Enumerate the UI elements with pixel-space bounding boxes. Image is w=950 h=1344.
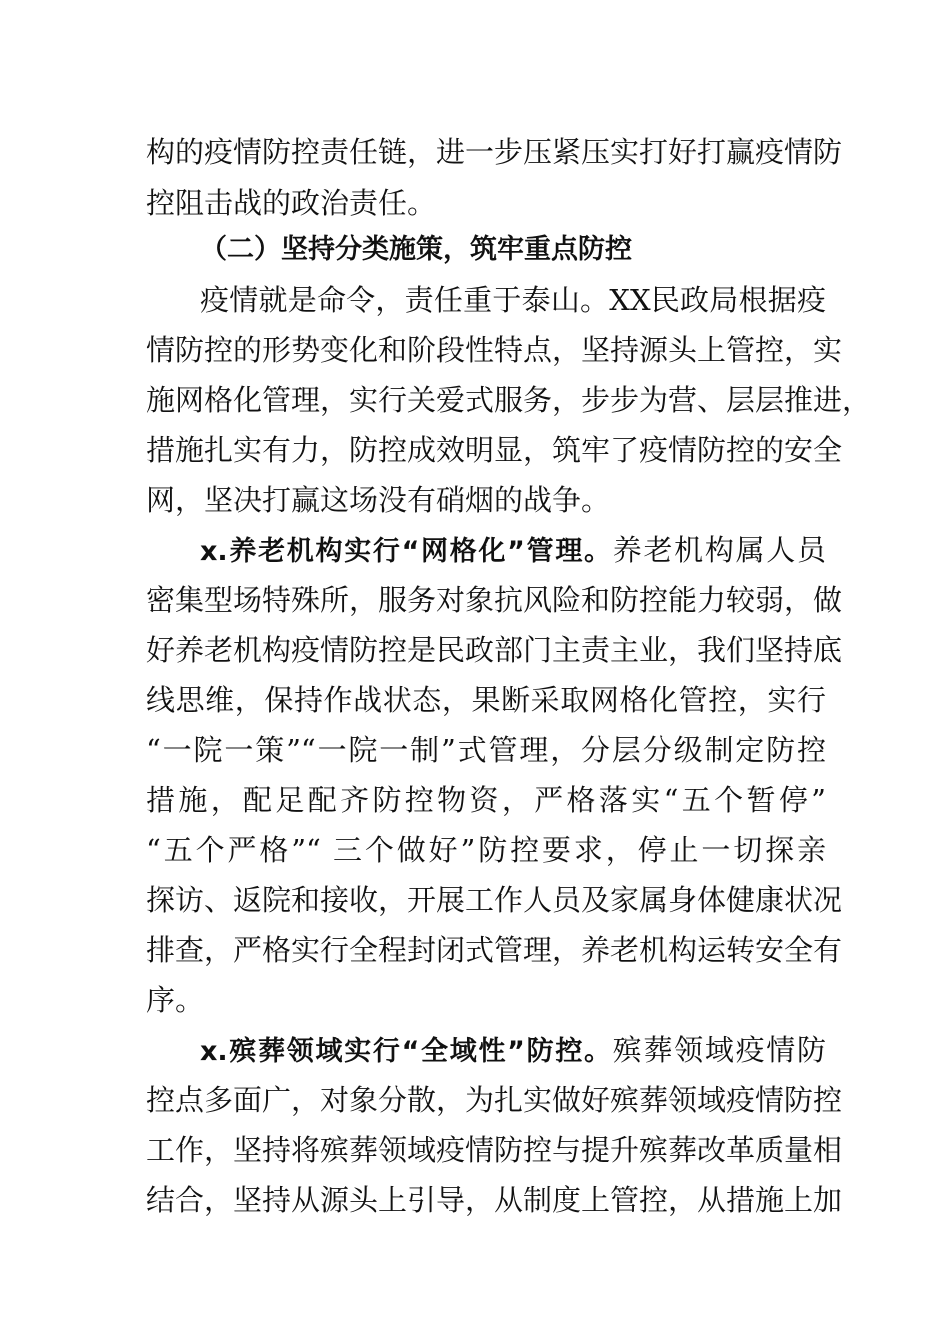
item-title: x.殡葬领域实行“全域性”防控。 bbox=[200, 1036, 613, 1067]
paragraph-line: 好养老机构疫情防控是民政部门主责主业，我们坚持底 bbox=[146, 633, 843, 667]
paragraph-line: 密集型场特殊所，服务对象抗风险和防控能力较弱，做 bbox=[146, 583, 843, 617]
paragraph-line: 序。 bbox=[146, 983, 205, 1017]
paragraph-line: 网，坚决打赢这场没有硝烟的战争。 bbox=[146, 483, 611, 517]
paragraph-line: “五个严格”“ 三个做好”防控要求，停止一切探亲 bbox=[146, 833, 826, 867]
paragraph-line: 情防控的形势变化和阶段性特点，坚持源头上管控，实 bbox=[146, 333, 843, 367]
paragraph-line: 排查，严格实行全程封闭式管理，养老机构运转安全有 bbox=[146, 933, 843, 967]
paragraph-line: 措施扎实有力，防控成效明显，筑牢了疫情防控的安全 bbox=[146, 433, 843, 467]
paragraph-line: 工作，坚持将殡葬领域疫情防控与提升殡葬改革质量相 bbox=[146, 1133, 843, 1167]
paragraph-line: 线思维，保持作战状态，果断采取网格化管控，实行 bbox=[146, 683, 826, 717]
paragraph-line: 构的疫情防控责任链，进一步压紧压实打好打赢疫情防 bbox=[146, 135, 843, 169]
item-first-line bbox=[200, 1025, 826, 1075]
paragraph-line: 结合，坚持从源头上引导，从制度上管控，从措施上加 bbox=[146, 1183, 843, 1217]
paragraph-line: 疫情就是命令，责任重于泰山。XX民政局根据疫 bbox=[200, 283, 826, 317]
paragraph-line: 控点多面广，对象分散，为扎实做好殡葬领域疫情防控 bbox=[146, 1083, 843, 1117]
paragraph-line: 探访、返院和接收，开展工作人员及家属身体健康状况 bbox=[146, 883, 843, 917]
item-first-line bbox=[200, 525, 826, 575]
item-first-text: 殡葬领域疫情防 bbox=[612, 1033, 826, 1067]
item-title: x.养老机构实行“网格化”管理。 bbox=[200, 536, 613, 567]
item-first-text: 养老机构属人员 bbox=[612, 533, 826, 567]
paragraph-line: “一院一策”“一院一制”式管理，分层分级制定防控 bbox=[146, 733, 826, 767]
paragraph-line: 控阻击战的政治责任。 bbox=[146, 186, 437, 220]
paragraph-line: 措施，配足配齐防控物资，严格落实“五个暂停” bbox=[146, 783, 826, 817]
paragraph-line: 施网格化管理，实行关爱式服务，步步为营、层层推进， bbox=[146, 383, 872, 417]
section-heading: （二）坚持分类施策，筑牢重点防控 bbox=[200, 234, 632, 265]
